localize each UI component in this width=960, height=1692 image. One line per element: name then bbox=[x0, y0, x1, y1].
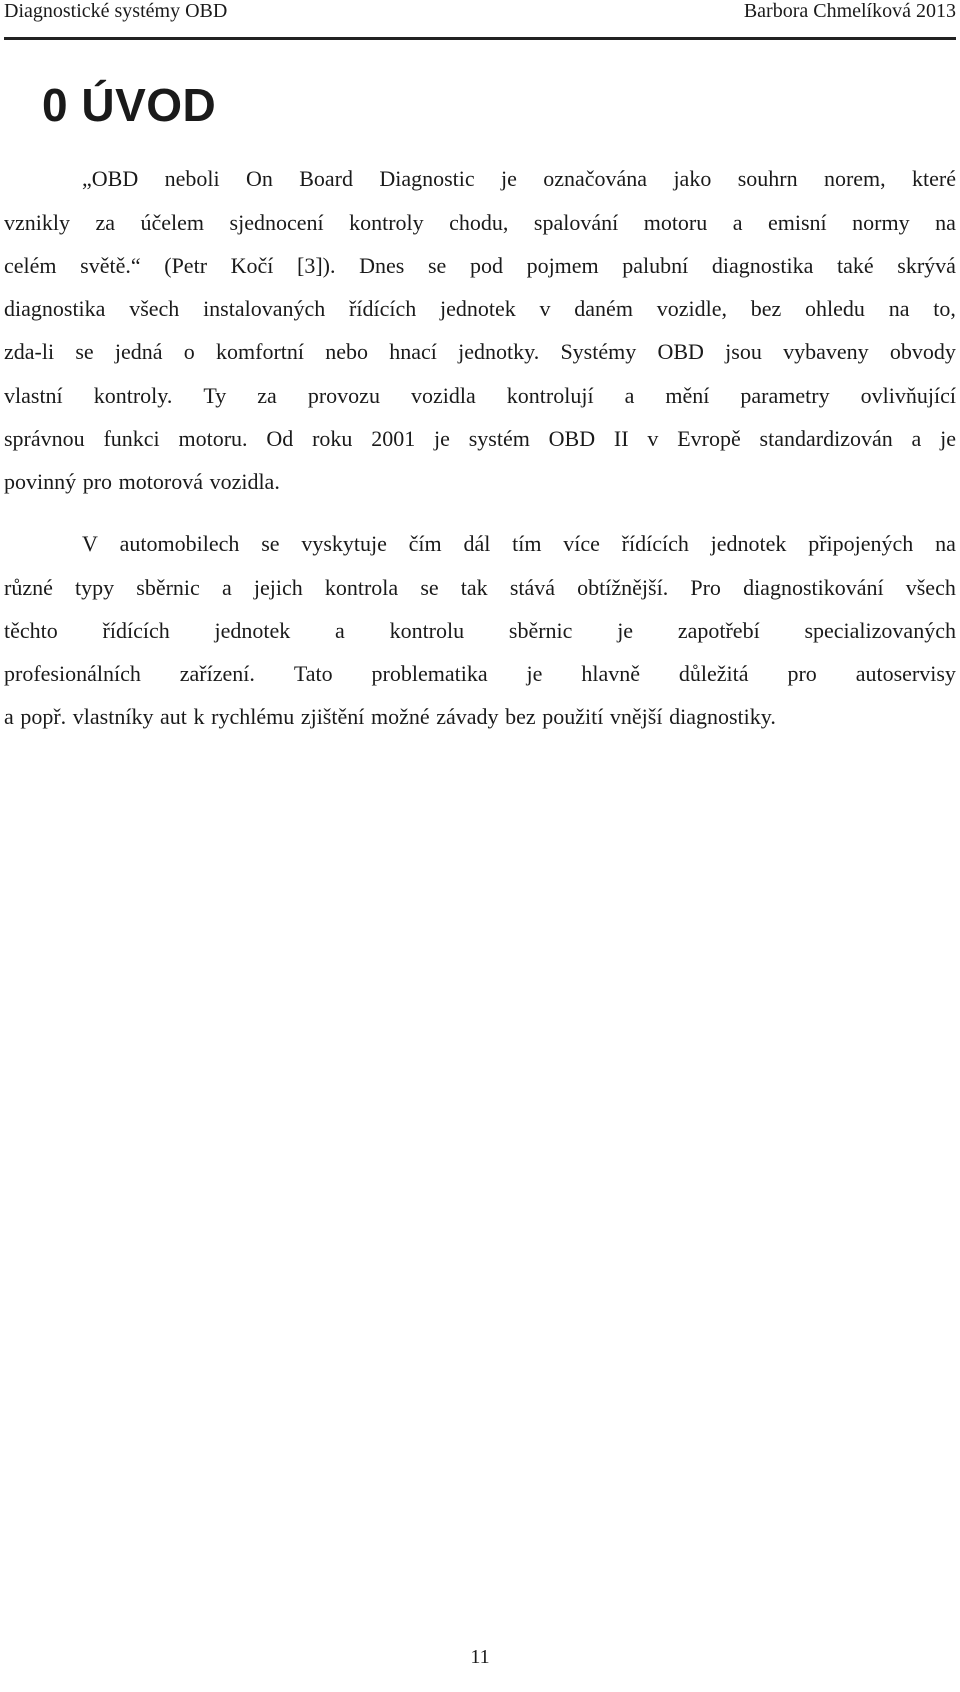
word: jednotky. bbox=[458, 339, 540, 364]
word: je bbox=[617, 618, 634, 643]
word: sběrnic bbox=[508, 618, 573, 643]
word: a bbox=[4, 704, 14, 729]
word: na bbox=[888, 296, 910, 321]
word: všech bbox=[129, 296, 180, 321]
word: vybaveny bbox=[783, 339, 869, 364]
word: a bbox=[335, 618, 345, 643]
word: (Petr bbox=[164, 253, 208, 278]
word: také bbox=[836, 253, 874, 278]
word: jsou bbox=[725, 339, 762, 364]
word: dál bbox=[463, 531, 491, 556]
paragraph-line bbox=[4, 383, 956, 409]
word: je bbox=[526, 661, 543, 686]
word: se bbox=[261, 531, 280, 556]
word: a bbox=[624, 383, 635, 408]
word: za bbox=[95, 210, 116, 235]
word: jednotek bbox=[440, 296, 516, 321]
word: chodu, bbox=[449, 210, 509, 235]
word: kontrolu bbox=[389, 618, 465, 643]
word: rychlému bbox=[211, 704, 295, 729]
word: diagnostikování bbox=[743, 575, 884, 600]
word: „OBD bbox=[82, 166, 139, 191]
word: vlastníky bbox=[72, 704, 154, 729]
chapter-title: 0 ÚVOD bbox=[42, 79, 217, 131]
word: vozidla. bbox=[209, 469, 280, 494]
word: vlastní bbox=[4, 383, 63, 408]
paragraph-line bbox=[4, 296, 956, 322]
word: souhrn bbox=[737, 166, 798, 191]
word: je bbox=[940, 426, 956, 451]
word: ovlivňující bbox=[860, 383, 956, 408]
word: zařízení. bbox=[179, 661, 255, 686]
word: obtížnější. bbox=[577, 575, 669, 600]
paragraph-line bbox=[4, 661, 956, 687]
word: instalovaných bbox=[203, 296, 326, 321]
word: standardizován bbox=[759, 426, 893, 451]
word: označována bbox=[543, 166, 648, 191]
word: komfortní bbox=[216, 339, 305, 364]
word: řídících bbox=[621, 531, 689, 556]
word: popř. bbox=[20, 704, 67, 729]
word: za bbox=[257, 383, 277, 408]
paragraph-line bbox=[4, 704, 956, 730]
word: možné bbox=[370, 704, 430, 729]
word: systém bbox=[468, 426, 530, 451]
word: stává bbox=[509, 575, 556, 600]
word: k bbox=[193, 704, 205, 729]
word: motorová bbox=[118, 469, 203, 494]
word: kontrola bbox=[324, 575, 399, 600]
word: Board bbox=[299, 166, 353, 191]
word: kontroly bbox=[349, 210, 424, 235]
word: bez bbox=[505, 704, 536, 729]
word: OBD bbox=[657, 339, 704, 364]
word: obvody bbox=[889, 339, 956, 364]
word: se bbox=[75, 339, 94, 364]
word: II bbox=[613, 426, 629, 451]
word: ohledu bbox=[805, 296, 865, 321]
word: skrývá bbox=[897, 253, 956, 278]
page-number: 11 bbox=[470, 1646, 490, 1668]
word: problematika bbox=[371, 661, 488, 686]
word: to, bbox=[933, 296, 956, 321]
word: jako bbox=[673, 166, 712, 191]
word: připojených bbox=[808, 531, 914, 556]
word: těchto bbox=[4, 618, 58, 643]
word: celém bbox=[4, 253, 57, 278]
word: emisní bbox=[768, 210, 827, 235]
word: řídících bbox=[102, 618, 170, 643]
word: autoservisy bbox=[855, 661, 956, 686]
word: čím bbox=[408, 531, 442, 556]
word: závady bbox=[436, 704, 499, 729]
word: vozidla bbox=[410, 383, 476, 408]
word: vnější bbox=[609, 704, 663, 729]
paragraph-line bbox=[4, 575, 956, 601]
word: automobilech bbox=[119, 531, 240, 556]
word: [3]). bbox=[297, 253, 336, 278]
word: a bbox=[221, 575, 232, 600]
word: použití bbox=[542, 704, 604, 729]
word: jednotek bbox=[710, 531, 787, 556]
word: provozu bbox=[307, 383, 380, 408]
word: vyskytuje bbox=[301, 531, 387, 556]
word: je bbox=[501, 166, 517, 191]
word: 2001 bbox=[371, 426, 416, 451]
word: diagnostika bbox=[4, 296, 106, 321]
header-document-title: Diagnostické systémy OBD bbox=[4, 0, 228, 22]
word: a bbox=[732, 210, 743, 235]
word: na bbox=[935, 531, 956, 556]
word: motoru bbox=[643, 210, 708, 235]
word: tak bbox=[460, 575, 488, 600]
word: hnací bbox=[389, 339, 437, 364]
paragraph-line bbox=[4, 339, 956, 365]
word: nebo bbox=[325, 339, 369, 364]
word: aut bbox=[160, 704, 187, 729]
page-header bbox=[4, 0, 956, 40]
word: vznikly bbox=[4, 210, 70, 235]
word: funkci bbox=[103, 426, 160, 451]
word: v bbox=[539, 296, 551, 321]
word: Tato bbox=[293, 661, 333, 686]
word: řídících bbox=[349, 296, 417, 321]
word: jedná bbox=[114, 339, 163, 364]
paragraph-line bbox=[4, 469, 956, 495]
word: motoru. bbox=[178, 426, 248, 451]
word: Pro bbox=[690, 575, 721, 600]
word: Kočí bbox=[230, 253, 274, 278]
word: všech bbox=[905, 575, 956, 600]
word: norem, bbox=[823, 166, 886, 191]
word: Dnes bbox=[359, 253, 405, 278]
word: správnou bbox=[4, 426, 85, 451]
word: více bbox=[563, 531, 600, 556]
word: vozidle, bbox=[656, 296, 727, 321]
word: specializovaných bbox=[804, 618, 956, 643]
paragraph-line bbox=[82, 531, 956, 557]
word: parametry bbox=[740, 383, 830, 408]
word: jednotek bbox=[214, 618, 291, 643]
word: hlavně bbox=[581, 661, 640, 686]
word: na bbox=[935, 210, 956, 235]
word: v bbox=[647, 426, 659, 451]
word: roku bbox=[312, 426, 353, 451]
word: palubní bbox=[622, 253, 689, 278]
word: pojmem bbox=[526, 253, 599, 278]
word: jejich bbox=[253, 575, 303, 600]
paragraph-line bbox=[82, 166, 956, 192]
word: zjištění bbox=[300, 704, 365, 729]
word: kontrolují bbox=[506, 383, 594, 408]
word: sjednocení bbox=[229, 210, 324, 235]
paragraph-line bbox=[4, 426, 956, 452]
word: účelem bbox=[140, 210, 205, 235]
word: zapotřebí bbox=[677, 618, 760, 643]
word: bez bbox=[750, 296, 782, 321]
word: Od bbox=[266, 426, 294, 451]
word: a bbox=[911, 426, 922, 451]
word: světě.“ bbox=[80, 253, 141, 278]
header-author-year: Barbora Chmelíková 2013 bbox=[743, 0, 956, 22]
word: Systémy bbox=[560, 339, 637, 364]
word: důležitá bbox=[678, 661, 749, 686]
word: pod bbox=[469, 253, 503, 278]
word: se bbox=[420, 575, 439, 600]
word: diagnostiky. bbox=[669, 704, 776, 729]
word: V bbox=[82, 531, 98, 556]
word: o bbox=[183, 339, 195, 364]
word: kontroly. bbox=[93, 383, 173, 408]
word: OBD bbox=[548, 426, 596, 451]
paragraph-line bbox=[4, 253, 956, 279]
word: pro bbox=[82, 469, 113, 494]
word: mění bbox=[665, 383, 710, 408]
word: Evropě bbox=[677, 426, 741, 451]
word: normy bbox=[852, 210, 910, 235]
word: pro bbox=[787, 661, 817, 686]
word: Diagnostic bbox=[379, 166, 475, 191]
word: profesionálních bbox=[4, 661, 141, 686]
word: sběrnic bbox=[136, 575, 200, 600]
word: zda-li bbox=[4, 339, 55, 364]
word: typy bbox=[75, 575, 115, 600]
paragraph-line bbox=[4, 618, 956, 644]
word: povinný bbox=[4, 469, 77, 494]
word: daném bbox=[574, 296, 633, 321]
word: diagnostika bbox=[711, 253, 814, 278]
word: je bbox=[434, 426, 450, 451]
word: různé bbox=[4, 575, 53, 600]
word: neboli bbox=[164, 166, 220, 191]
paragraph-line bbox=[4, 210, 956, 236]
word: On bbox=[245, 166, 273, 191]
word: spalování bbox=[533, 210, 619, 235]
word: se bbox=[427, 253, 447, 278]
word: které bbox=[912, 166, 956, 191]
word: tím bbox=[512, 531, 542, 556]
word: Ty bbox=[203, 383, 227, 408]
